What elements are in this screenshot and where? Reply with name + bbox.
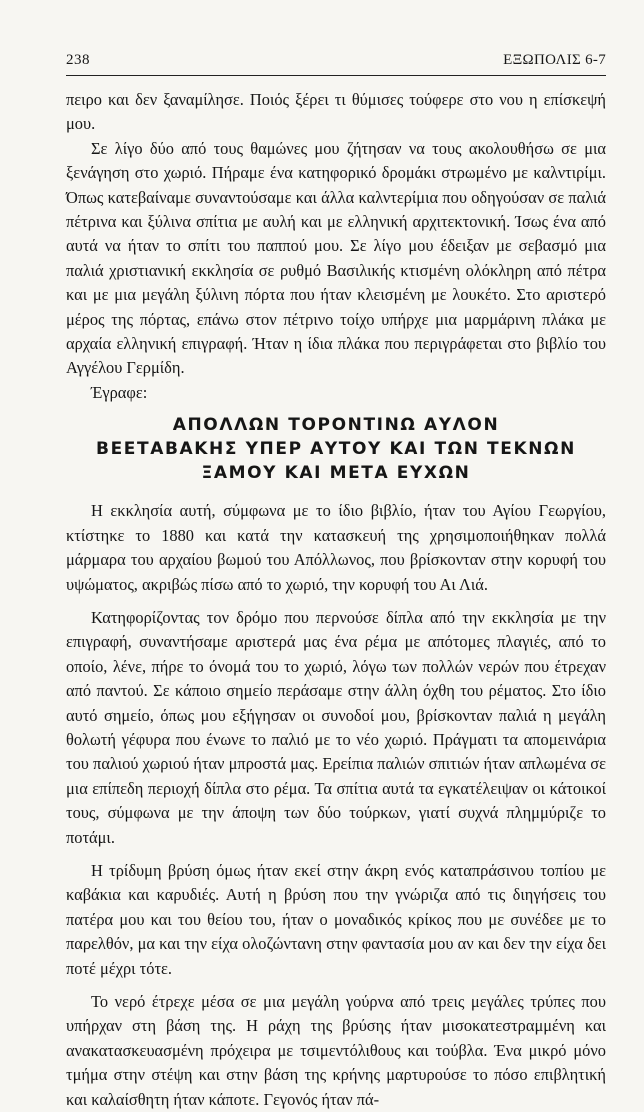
paragraph-trough: Το νερό έτρεχε μέσα σε μια μεγάλη γούρνα από τρεις μεγάλες τρύπες που υπήρχαν στη βάση της. Η ράχη της βρύσης ήταν μισοκατεστραμμένη και ανακατασκευασμένη πρόχειρα με τσιμεντόλιθους και τούβλα. Ένα μικρό μόνο τμήμα στην στέψη και στην βάση της κρήνης μαρτυρούσε το πόσο επιβλητική και καλαίσθητη ήταν κάποτε. Γεγονός ήταν πά- [66, 992, 606, 1109]
inscription-line: ΞΑΜΟΥ ΚΑΙ ΜΕΤΑ ΕΥΧΩΝ [201, 463, 471, 484]
page-number: 238 [66, 52, 90, 68]
inscription-line: ΒΕΕΤΑΒΑΚΗΣ ΥΠΕΡ ΑΥΤΟΥ ΚΑΙ ΤΩΝ ΤΕΚΝΩΝ [96, 439, 576, 460]
paragraph-inscription-intro: Έγραφε: [91, 382, 148, 402]
paragraph-stream: Κατηφορίζοντας τον δρόμο που περνούσε δίπλα από την εκκλησία με την επιγραφή, συναντήσαμε αριστερά μας ένα ρέμα με απότομες πλαγιές, από το οποίο, λένε, πήρε το όνομά του το χωριό, λόγω των πολλών νερών που έτρεχαν από παντού. Σε κάποιο σημείο περάσαμε στην άλλη όχθη του ρέματος. Στο ίδιο αυτό σημείο, όπως μου εξήγησαν οι συνοδοί μου, βρίσκονταν παλιά η μεγάλη θολωτή γέφυρα που ένωνε το παλιό με το νέο χωριό. Πράγματι τα απομεινάρια του παλιού χωριού ήταν μπροστά μας. Ερείπια παλιών σπιτιών ήταν απλωμένα σε μια επίπεδη περιοχή δίπλα στο ρέμα. Τα σπίτια αυτά τα εγκατέλειψαν οι κάτοικοί τους, σύμφωνα με την άποψη των δύο τούρκων, γιατί συχνά πλημμύριζε το ποτάμι. [66, 607, 606, 847]
inscription-block [66, 413, 606, 485]
inscription-line: ΑΠΟΛΛΩΝ ΤΟΡΟΝΤΙΝΩ ΑΥΛΟΝ [172, 415, 500, 436]
paragraph-village-tour: Σε λίγο δύο από τους θαμώνες μου ζήτησαν να τους ακολουθήσω σε μια ξενάγηση στο χωριό. Πήραμε ένα κατηφορικό δρομάκι στρωμένο με καλντιρίμι. Όπως κατεβαίναμε συναντούσαμε και άλλα καλντερίμια που οδηγούσαν σε παλιά πέτρινα και ξύλινα σπίτια με αυλή και με ελληνική αρχιτεκτονική. Ίσως ένα από αυτά να ήταν το σπίτι του παππού μου. Σε λίγο μου έδειξαν με σεβασμό μια παλιά χριστιανική εκκλησία σε ρυθμό Βασιλικής κτισμένη ολόκληρη από πέτρα και με μια μεγάλη ξύλινη πόρτα που ήταν κλεισμένη με λουκέτο. Στο αριστερό μέρος της πόρτας, επάνω στον πέτρινο τοίχο υπήρχε μια μαρμάρινη πλάκα με αρχαία ελληνική επιγραφή. Ήταν η ίδια πλάκα που περιγράφεται στο βιβλίο του Αγγέλου Γερμίδη. [66, 138, 606, 378]
page-header [66, 52, 606, 76]
paragraph-continuation: πειρο και δεν ξαναμίλησε. Ποιός ξέρει τι θύμισες τούφερε στο νου η επίσκεψή μου. [66, 90, 606, 134]
paragraph-fountain: Η τρίδυμη βρύση όμως ήταν εκεί στην άκρη ενός καταπράσινου τοπίου με καβάκια και καρυδιές. Αυτή η βρύση που την γνώριζα από τις διηγήσεις του πατέρα μου και του θείου του, ήταν ο μοναδικός κρίκος που με συνέδεε με το παρελθόν, μα και την είχα ολοζώντανη στην φαντασία μου αν και δεν την είχα δει ποτέ μέχρι τότε. [66, 860, 606, 978]
page-body [66, 88, 606, 1112]
running-title: ΕΞΩΠΟΛΙΣ 6-7 [503, 52, 606, 68]
paragraph-church: Η εκκλησία αυτή, σύμφωνα με το ίδιο βιβλίο, ήταν του Αγίου Γεωργίου, κτίστηκε το 1880 και κατά την κατασκευή της χρησιμοποιήθηκαν πολλά μάρμαρα του αρχαίου βωμού του Απόλλωνος, που βρίσκονταν στην κορυφή του υψώματος, ακριβώς πίσω από το χωριό, την κορυφή του Αι Λιά. [66, 501, 606, 594]
